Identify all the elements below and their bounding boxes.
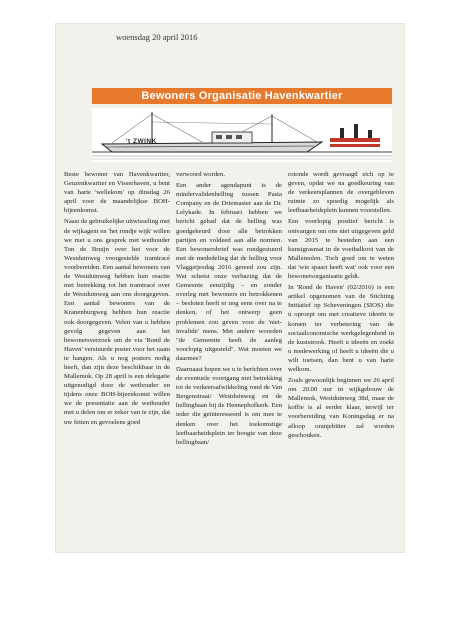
publication-date: woensdag 20 april 2016	[116, 32, 198, 42]
paragraph: Naast de gebruikelijke uitwisseling met de wijkagent en 'het rondje wijk' willen we met u ons gesprek met wethouder Ton de Bruijn over het voor de Westduinweg voorgestelde tramtracé voorbereiden. Een aantal bewoners van de Westduinweg hebben hun reactie met betrekking tot het tramtracé over de Westduinweg aan ons doorgegeven. Een aantal bewoners van de Kranenburgweg hebben hun reactie ook doorgegeven. Velen van u hebben gevolg gegeven aan het bewonersverzoek om de via 'Rond de Haven' verstuurde poster voor het raam te hangen. Als u nog posters nodig heeft, dan zijn deze beschikbaar in de Mallemok. Op 28 april is een delegatie uitgenodigd door de wethouder en tijdens onze BOH-bijeenkomst willen we de presentatie aan de wethouder met u delen om er zeker van te zijn, dat uw feiten en gevoelens goed	[64, 218, 170, 426]
article-column-2	[176, 170, 282, 542]
paragraph: Beste bewoner van Havenkwartier, Geuzenkwartier en Visserhaven, u bent van harte 'wellekom' op dinsdag 26 april voor de maandelijkse BOH-bijeenkomst.	[64, 171, 170, 215]
paragraph: Een voorlopig positief bericht is ontvangen om ons niet uitgegeven geld van 2015 te besteden aan een kunstgrasmat in de voetbalkooi van de Mallemolen. Toch goed om te weten dat 'wie spaart heeft wat' ook voor een bewonersorganisatie geldt.	[288, 218, 394, 281]
paragraph: Daarnaast hopen we u te berichten over de eventuele voortgang met betrekking tot de verkeersafwikkeling rond de Van Bergenstraat/ Westduinweg en de hellingbaan bij de Hennephofkerk. Een ieder die geïnteresseerd is om mee te denken over het toekomstige leefbaarheidsplein ter hoogte van deze hellingbaan/	[176, 365, 282, 446]
article-column-1	[64, 170, 170, 542]
paragraph: rotonde wordt gevraagd zich op te geven, opdat we na goedkeuring van de verkeersplannen de overgebleven ruimte zo spoedig mogelijk als leefbaarheidsplein kunnen voorstellen.	[288, 171, 394, 215]
article-title: Bewoners Organisatie Havenkwartier	[141, 90, 343, 102]
article-column-3	[288, 170, 394, 542]
paragraph: verwoord worden.	[176, 171, 226, 178]
newspaper-clipping	[56, 24, 404, 552]
boat-illustration	[92, 108, 392, 162]
paragraph: In 'Rond de Haven' (02/2016) is een artikel opgenomen van de Stichting Initiatief op Scheveningen (SIOS) die u oproept om met creatieve ideeën te komen ter verbetering van de sociaalconomische werkgelegenheid in de kuststrook. Heeft u ideeën en zoekt u medewerking of heeft u ideeën die u wilt toetsen, dan bent u van harte welkom.	[288, 284, 394, 373]
title-banner	[92, 88, 392, 104]
paragraph: Een ander agendapunt is de mindervalidenhelling tussen Pasta Company en de Driemaster aan de Dr. Lelykade. In februari hebben we bericht gehad dat de helling was goedgekeurd door alle betrokken partijen en voldeed aan alle normen. Een bewonersbrief was rondgestuurd met de mededeling dat de helling voor Vlaggetjesdag 2016 gereed zou zijn. Wat schetst onze verbazing dat de Gemeente eenzijdig – en zonder overleg met bewoners en betrokkenen – besloten heeft er nog eens over na te denken, of het ontwerp geen problemen zou geven voor de 'niet-invalide' mens. Met andere woorden "de Gemeente heeft de aanleg voorlopig uitgesteld". Wat moeten we daarmee?	[176, 182, 282, 362]
ship-drawing	[92, 108, 392, 162]
article-body	[64, 170, 396, 542]
paragraph: Zoals gewoonlijk beginnen we 26 april om 20.00 uur in wijkgebouw de Mallemok, Westduinweg 38d, maar de koffie is al eerder klaar, terwijl ter voorbereiding van Koningsdag er na afloop oranjebitter zal worden geschonken.	[288, 377, 394, 439]
boat-name-label: 't ZWINK	[126, 138, 157, 145]
